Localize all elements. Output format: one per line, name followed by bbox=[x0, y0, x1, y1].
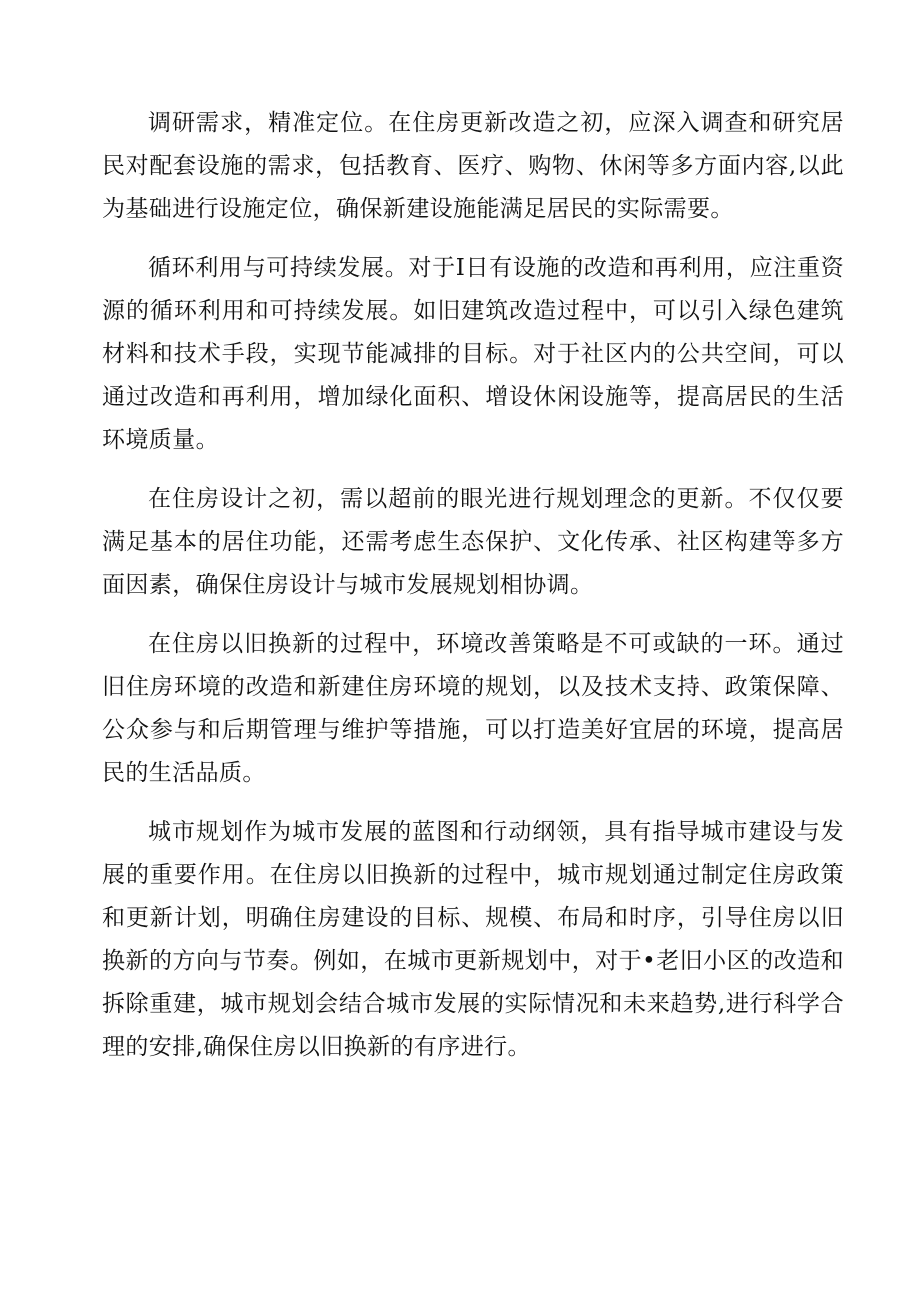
document-body bbox=[102, 102, 844, 1085]
paragraph-environment-improvement: 在住房以旧换新的过程中，环境改善策略是不可或缺的一环。通过旧住房环境的改造和新建住房环境的规划，以及技术支持、政策保障、公众参与和后期管理与维护等措施，可以打造美好宜居的环境，提高居民的生活品质。 bbox=[102, 631, 844, 786]
paragraph-urban-planning: 城市规划作为城市发展的蓝图和行动纲领，具有指导城市建设与发展的重要作用。在住房以旧换新的过程中，城市规划通过制定住房政策和更新计划，明确住房建设的目标、规模、布局和时序，引导住房以旧换新的方向与节奏。例如，在城市更新规划中，对于•老旧小区的改造和拆除重建，城市规划会结合城市发展的实际情况和未来趋势,进行科学合理的安排,确保住房以旧换新的有序进行。 bbox=[102, 819, 844, 1060]
paragraph-demand-research: 调研需求，精准定位。在住房更新改造之初，应深入调查和研究居民对配套设施的需求，包括教育、医疗、购物、休闲等多方面内容,以此为基础进行设施定位，确保新建设施能满足居民的实际需要。 bbox=[102, 110, 844, 222]
paragraph-housing-design: 在住房设计之初，需以超前的眼光进行规划理念的更新。不仅仅要满足基本的居住功能，还需考虑生态保护、文化传承、社区构建等多方面因素，确保住房设计与城市发展规划相协调。 bbox=[102, 486, 844, 598]
paragraph-recycling-sustainability: 循环利用与可持续发展。对于I日有设施的改造和再利用，应注重资源的循环利用和可持续发展。如旧建筑改造过程中，可以引入绿色建筑材料和技术手段，实现节能减排的目标。对于社区内的公共空间，可以通过改造和再利用，增加绿化面积、增设休闲设施等，提高居民的生活环境质量。 bbox=[102, 255, 844, 453]
